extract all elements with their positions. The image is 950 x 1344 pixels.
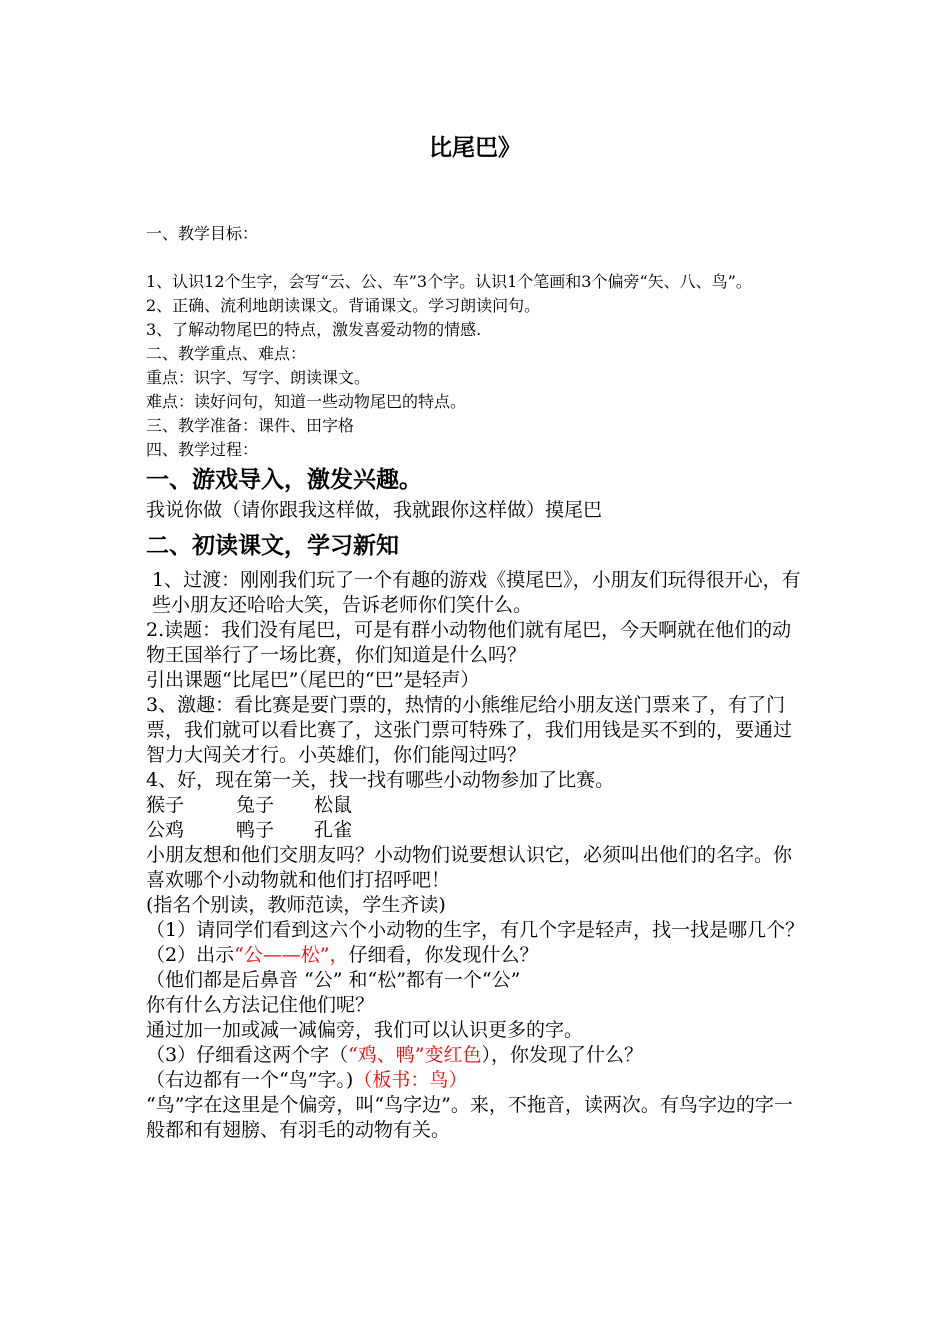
part1-text: 我说你做（请你跟我这样做，我就跟你这样做）摸尾巴 (146, 499, 603, 521)
board-note: （板书：鸟 (353, 1069, 449, 1091)
document-body (146, 222, 810, 1143)
board-note-close: ） (448, 1069, 468, 1091)
animal-word: 兔子 (236, 794, 275, 816)
question-3-suffix: ），你发现了什么？ (481, 1044, 644, 1066)
part1-heading: 一、游戏导入，激发兴趣。 (146, 466, 422, 493)
paragraph-friends: 小朋友想和他们交朋友吗？小动物们说要想认识它，必须叫出他们的名字。你喜欢哪个小动物就和他们打招呼吧！ (146, 844, 793, 891)
paragraph-excite: 3、激趣：看比赛是要门票的，热情的小熊维尼给小朋友送门票来了，有了门票，我们就可以看比赛了，这张门票可特殊了，我们用钱是买不到的，要通过智力大闯关才行。小英雄们，你们能闯过吗？ (146, 694, 793, 766)
animal-row-2 (146, 818, 810, 843)
question-3-answer (146, 1068, 810, 1093)
paragraph-intro-title: 引出课题“比尾巴”（尾巴的“巴”是轻声） (146, 669, 480, 691)
difficulty: 难点：读好问句，知道一些动物尾巴的特点。 (146, 392, 467, 411)
paragraph-level1: 4、好，现在第一关，找一找有哪些小动物参加了比赛。 (146, 769, 615, 791)
question-3-prefix: （3）仔细看这两个字（ (146, 1044, 349, 1066)
section-key-heading: 二、教学重点、难点： (146, 344, 307, 363)
question-2-answer: （他们都是后鼻音 “公” 和“松”都有一个“公” (146, 969, 521, 991)
animal-word: 松鼠 (314, 794, 353, 816)
document-title: 比尾巴》 (429, 135, 521, 161)
goal-2: 2、正确、流利地朗读课文。背诵课文。学习朗读问句。 (146, 296, 541, 315)
paragraph-transition: 1、过渡：刚刚我们玩了一个有趣的游戏《摸尾巴》，小朋友们玩得很开心，有些小朋友还哈哈大笑，告诉老师你们笑什么。 (152, 569, 801, 616)
question-2-suffix: 仔细看，你发现什么？ (348, 944, 539, 966)
part2-heading: 二、初读课文，学习新知 (146, 532, 399, 559)
paragraph-bird-radical: “鸟”字在这里是个偏旁，叫“鸟字边”。来，不拖音，读两次。有鸟字边的字一般都和有翅膀、有羽毛的动物有关。 (146, 1094, 793, 1141)
animal-word: 鸭子 (236, 819, 275, 841)
goal-3: 3、了解动物尾巴的特点，激发喜爱动物的情感. (146, 320, 482, 339)
question-1: （1）请同学们看到这六个小动物的生字，有几个字是轻声，找一找是哪几个？ (146, 919, 805, 941)
question-3-highlight: “鸡、鸭”变红色 (348, 1044, 482, 1066)
paragraph-read-note: (指名个别读，教师范读，学生齐读) (146, 894, 446, 916)
question-2-prefix: （2）出示 (146, 944, 235, 966)
section-process: 四、教学过程： (146, 440, 259, 459)
paragraph-read-title: 2.读题：我们没有尾巴，可是有群小动物他们就有尾巴，今天啊就在他们的动物王国举行了一场比赛，你们知道是什么吗？ (146, 619, 792, 666)
section-goals-heading: 一、教学目标： (146, 224, 259, 243)
question-3-answer-prefix: （右边都有一个“鸟”字。) (146, 1069, 354, 1091)
question-2-more: 通过加一加或减一减偏旁，我们可以认识更多的字。 (146, 1019, 584, 1041)
animal-word: 猴子 (146, 794, 185, 816)
section-prep: 三、教学准备：课件、田字格 (146, 416, 355, 435)
key-point: 重点：识字、写字、朗读课文。 (146, 368, 371, 387)
animal-word: 孔雀 (314, 819, 353, 841)
animal-word: 公鸡 (146, 819, 185, 841)
question-3 (146, 1043, 810, 1068)
animal-row-1 (146, 793, 810, 818)
goal-1: 1、认识12个生字，会写“云、公、车”3个字。认识1个笔画和3个偏旁“矢、八、鸟”。 (146, 272, 752, 291)
question-2-method: 你有什么方法记住他们呢？ (146, 994, 375, 1016)
question-2 (146, 943, 810, 968)
question-2-highlight: “公——松”， (234, 944, 349, 966)
